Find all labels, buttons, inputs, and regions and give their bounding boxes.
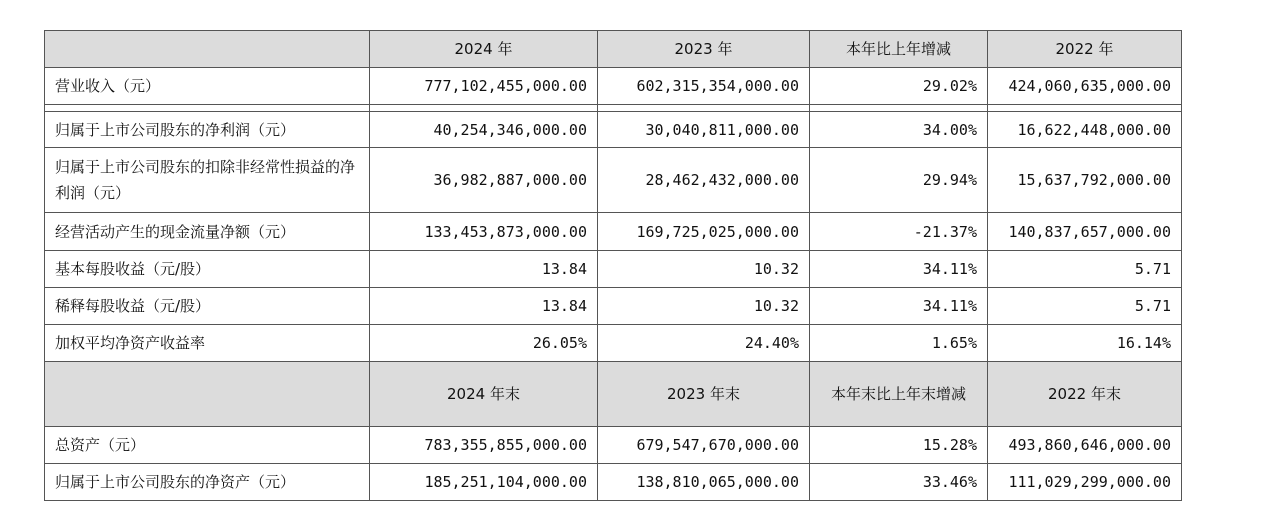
gap-cell: [988, 105, 1182, 112]
header-cell-change: 本年比上年增减: [810, 31, 988, 68]
header-cell-label: [45, 31, 370, 68]
header-cell-2022: 2022 年: [988, 31, 1182, 68]
gap-cell: [598, 105, 810, 112]
value-2024: 185,251,104,000.00: [370, 464, 598, 501]
section-gap: [45, 105, 1182, 112]
header-cell-2023-end: 2023 年末: [598, 362, 810, 427]
row-label: 经营活动产生的现金流量净额（元）: [45, 213, 370, 251]
value-change: 34.00%: [810, 112, 988, 148]
value-change: 34.11%: [810, 288, 988, 325]
value-2024: 777,102,455,000.00: [370, 68, 598, 105]
value-2023: 30,040,811,000.00: [598, 112, 810, 148]
value-2022: 140,837,657,000.00: [988, 213, 1182, 251]
value-2024: 36,982,887,000.00: [370, 148, 598, 213]
table-row: [45, 148, 1182, 213]
table-row: [45, 288, 1182, 325]
row-label: 基本每股收益（元/股）: [45, 251, 370, 288]
value-change: 15.28%: [810, 427, 988, 464]
row-label: 归属于上市公司股东的扣除非经常性损益的净利润（元）: [45, 148, 370, 213]
value-2024: 13.84: [370, 251, 598, 288]
table-row: [45, 213, 1182, 251]
table-row: [45, 427, 1182, 464]
gap-cell: [45, 105, 370, 112]
value-2023: 24.40%: [598, 325, 810, 362]
value-2024: 13.84: [370, 288, 598, 325]
financial-summary-table: [44, 30, 1182, 501]
value-change: -21.37%: [810, 213, 988, 251]
row-label: 营业收入（元）: [45, 68, 370, 105]
gap-cell: [370, 105, 598, 112]
row-label: 加权平均净资产收益率: [45, 325, 370, 362]
value-2022: 493,860,646,000.00: [988, 427, 1182, 464]
value-change: 33.46%: [810, 464, 988, 501]
value-change: 34.11%: [810, 251, 988, 288]
row-label: 归属于上市公司股东的净利润（元）: [45, 112, 370, 148]
value-2023: 10.32: [598, 251, 810, 288]
value-change: 1.65%: [810, 325, 988, 362]
value-2022: 5.71: [988, 251, 1182, 288]
value-2023: 602,315,354,000.00: [598, 68, 810, 105]
header-cell-2024: 2024 年: [370, 31, 598, 68]
header-row-annual: [45, 31, 1182, 68]
value-2023: 28,462,432,000.00: [598, 148, 810, 213]
header-cell-2022-end: 2022 年末: [988, 362, 1182, 427]
value-2022: 16,622,448,000.00: [988, 112, 1182, 148]
header-cell-label: [45, 362, 370, 427]
row-label: 总资产（元）: [45, 427, 370, 464]
value-change: 29.02%: [810, 68, 988, 105]
value-2024: 783,355,855,000.00: [370, 427, 598, 464]
table-row: [45, 68, 1182, 105]
header-cell-2024-end: 2024 年末: [370, 362, 598, 427]
table-row: [45, 112, 1182, 148]
value-2024: 26.05%: [370, 325, 598, 362]
table-row: [45, 251, 1182, 288]
row-label: 归属于上市公司股东的净资产（元）: [45, 464, 370, 501]
value-2023: 138,810,065,000.00: [598, 464, 810, 501]
header-cell-change-end: 本年末比上年末增减: [810, 362, 988, 427]
value-2022: 16.14%: [988, 325, 1182, 362]
value-change: 29.94%: [810, 148, 988, 213]
value-2024: 40,254,346,000.00: [370, 112, 598, 148]
table-row: [45, 325, 1182, 362]
value-2022: 15,637,792,000.00: [988, 148, 1182, 213]
header-row-yearend: [45, 362, 1182, 427]
value-2024: 133,453,873,000.00: [370, 213, 598, 251]
value-2023: 169,725,025,000.00: [598, 213, 810, 251]
value-2022: 424,060,635,000.00: [988, 68, 1182, 105]
value-2022: 5.71: [988, 288, 1182, 325]
header-cell-2023: 2023 年: [598, 31, 810, 68]
value-2023: 10.32: [598, 288, 810, 325]
table-row: [45, 464, 1182, 501]
gap-cell: [810, 105, 988, 112]
row-label: 稀释每股收益（元/股）: [45, 288, 370, 325]
value-2023: 679,547,670,000.00: [598, 427, 810, 464]
value-2022: 111,029,299,000.00: [988, 464, 1182, 501]
